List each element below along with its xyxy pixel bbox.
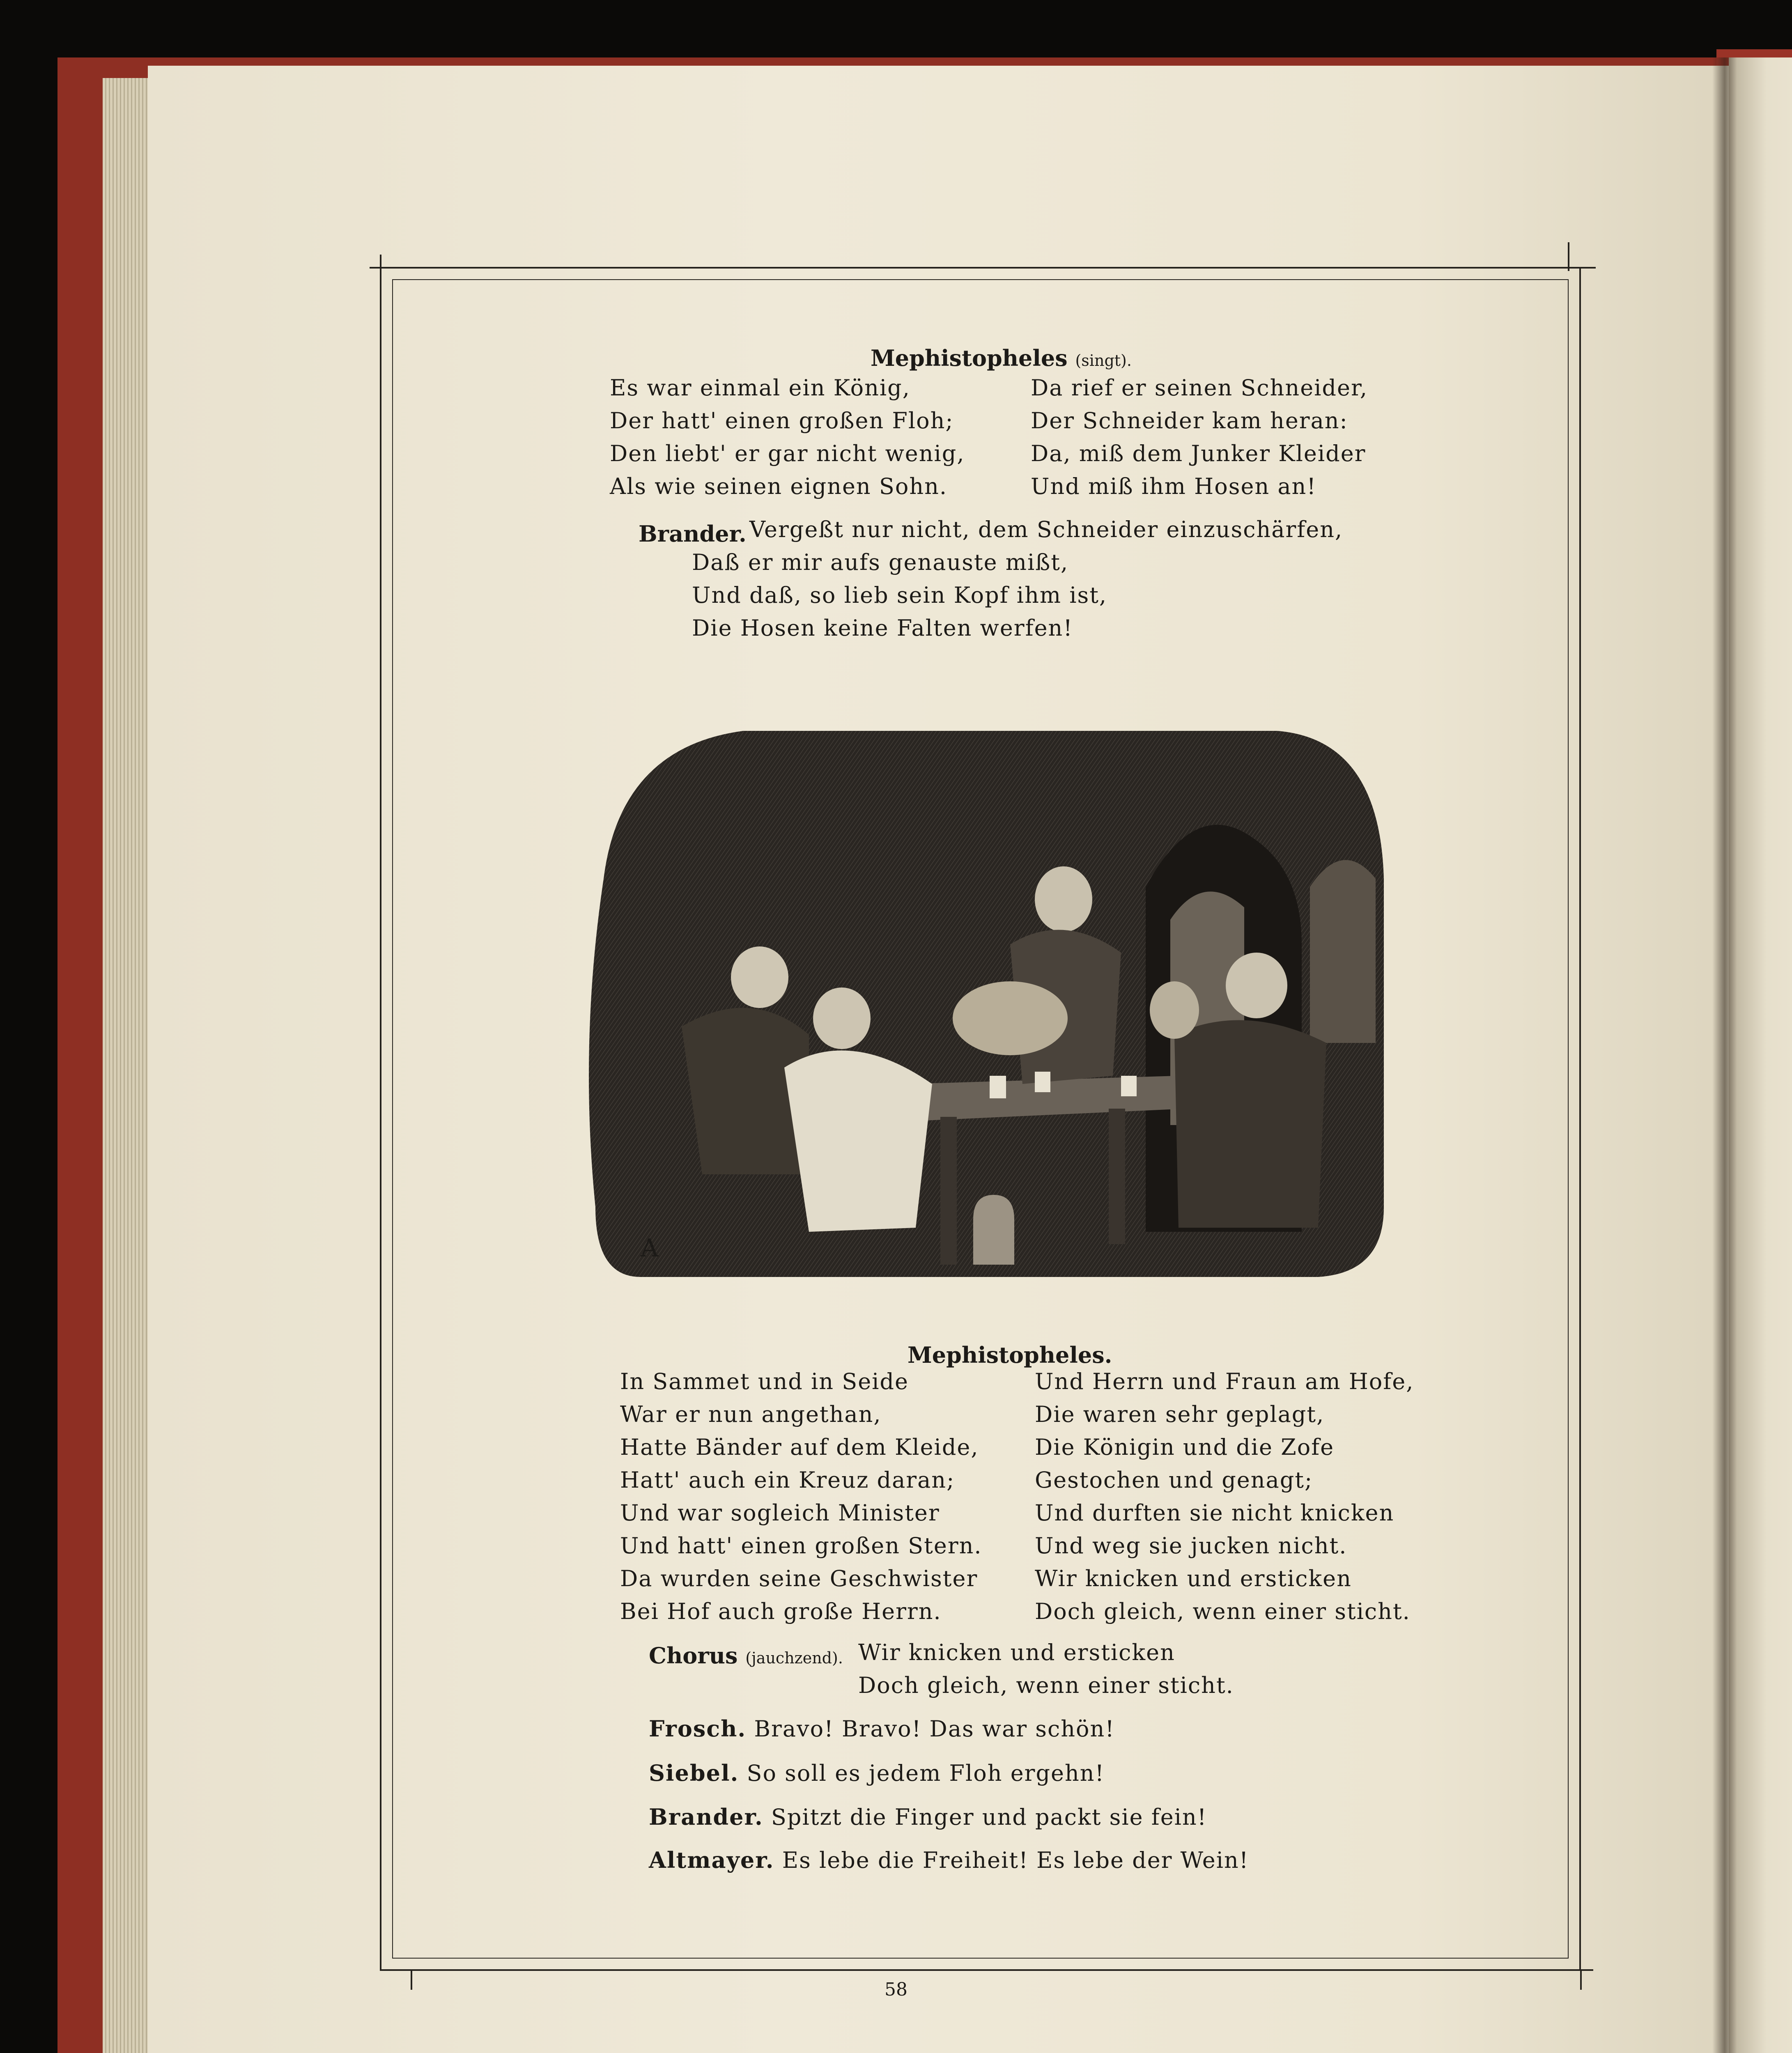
tavern-illustration	[579, 714, 1396, 1285]
dialogue-line: Siebel. So soll es jedem Floh ergehn!	[649, 1760, 1105, 1786]
page-edges	[103, 78, 152, 2053]
dialogue-line: Frosch. Bravo! Bravo! Das war schön!	[649, 1715, 1115, 1742]
page-number: 58	[885, 1979, 907, 2000]
chorus-lines: Wir knicken und ersticken Doch gleich, wenn einer sticht.	[858, 1640, 1234, 1698]
artist-monogram: A	[641, 1234, 659, 1263]
verse-left: Es war einmal ein König, Der hatt' einen großen Floh; Den liebt' er gar nicht wenig, Als wie seinen eignen Sohn.	[610, 375, 965, 499]
speaker-heading: Mephistopheles.	[907, 1342, 1112, 1368]
frame-tick	[380, 255, 381, 271]
verse-right: Und Herrn und Fraun am Hofe, Die waren sehr geplagt, Die Königin und die Zofe Gestochen und genagt; Und durften sie nicht knicken Und weg sie jucken nicht. Wir knicken und ersticken Doch gleich, wenn einer sticht.	[1035, 1369, 1414, 1624]
verse-left: In Sammet und in Seide War er nun angethan, Hatte Bänder auf dem Kleide, Hatt' auch ein Kreuz daran; Und war sogleich Minister Und hatt' einen großen Stern. Da wurden seine Geschwister Bei Hof auch große Herrn.	[620, 1369, 982, 1624]
speaker-label: Chorus (jauchzend).	[649, 1642, 843, 1669]
gutter-shadow	[1712, 57, 1737, 2053]
speaker-heading: Mephistopheles (singt).	[871, 345, 1132, 371]
dialogue-lines: Vergeßt nur nicht, dem Schneider einzuschärfen, Daß er mir aufs genauste mißt, Und daß, so lieb sein Kopf ihm ist, Die Hosen keine Falten werfen!	[692, 517, 1343, 641]
frame-tick	[1573, 1969, 1593, 1971]
speaker-label: Brander.	[639, 521, 747, 547]
facing-page	[1729, 57, 1792, 2053]
frame-tick	[1568, 242, 1569, 271]
frame-tick	[390, 1969, 407, 1971]
frame-tick	[1579, 267, 1596, 269]
verse-right: Da rief er seinen Schneider, Der Schneider kam heran: Da, miß dem Junker Kleider Und miß ihm Hosen an!	[1031, 375, 1368, 499]
dialogue-line: Altmayer. Es lebe die Freiheit! Es lebe der Wein!	[649, 1847, 1249, 1873]
frame-tick	[370, 267, 386, 269]
dialogue-line: Brander. Spitzt die Finger und packt sie fein!	[649, 1804, 1207, 1830]
